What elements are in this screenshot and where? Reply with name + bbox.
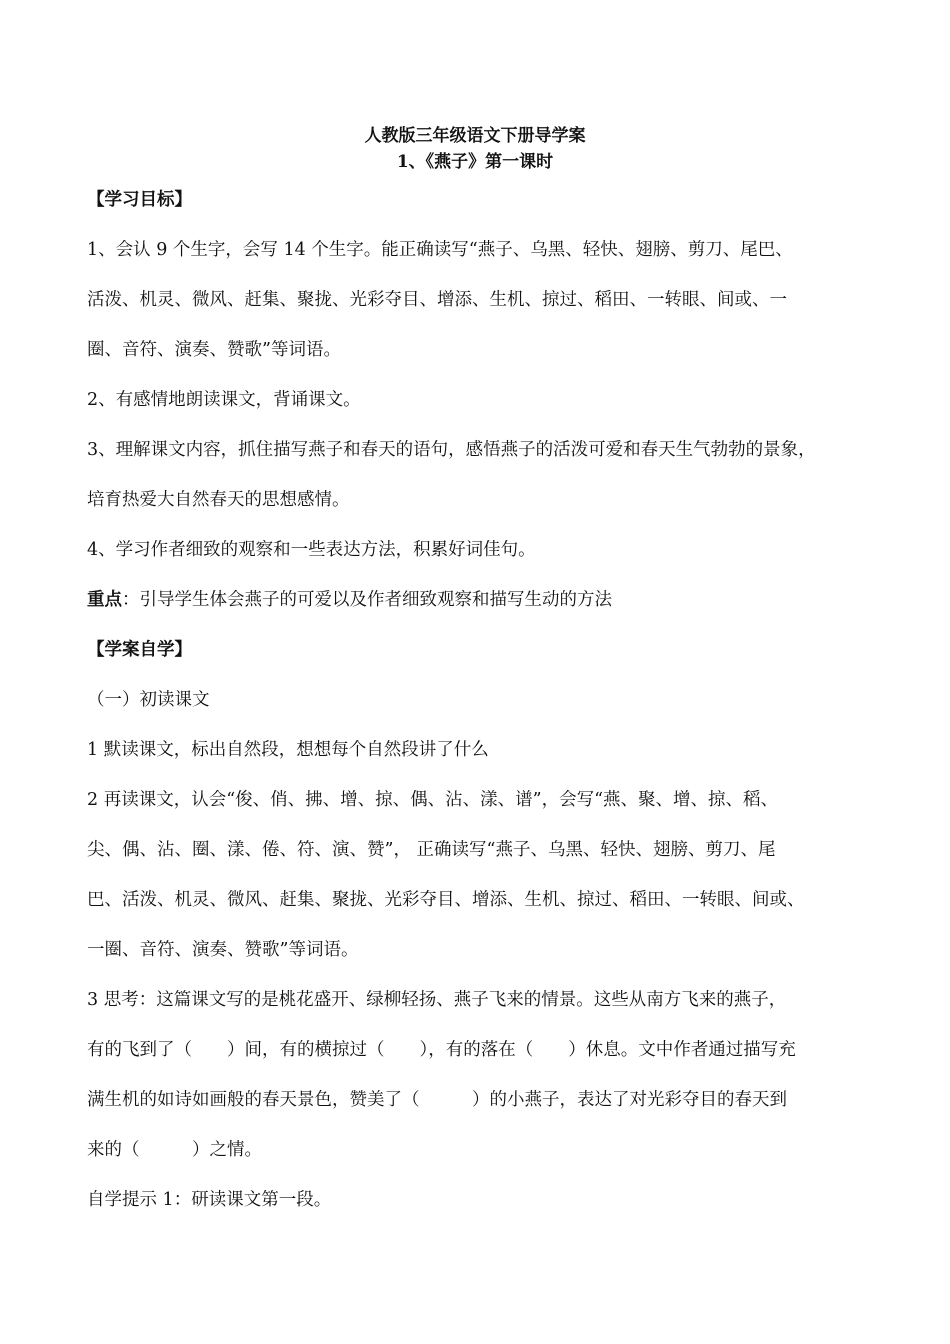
focus-label: 重点 (87, 590, 122, 610)
task-line: 一圈、音符、演奏、赞歌”等词语。 (87, 940, 359, 960)
objective-line: 2、有感情地朗读课文，背诵课文。 (87, 390, 361, 410)
task-line: 有的飞到了（ ）间，有的横掠过（ ），有的落在（ ）休息。文中作者通过描写充 (87, 1040, 796, 1060)
task-line: 3 思考：这篇课文写的是桃花盛开、绿柳轻扬、燕子飞来的情景。这些从南方飞来的燕子， (87, 990, 787, 1010)
objective-line: 圈、音符、演奏、赞歌”等词语。 (87, 340, 341, 360)
section-heading: （一）初读课文 (87, 690, 210, 710)
task-line: 1 默读课文，标出自然段，想想每个自然段讲了什么 (87, 740, 489, 760)
objective-line: 培育热爱大自然春天的思想感情。 (87, 490, 350, 510)
task-line: 2 再读课文，认会“俊、俏、拂、增、掠、偶、沾、漾、谱”，会写“燕、聚、增、掠、稻、 (87, 790, 779, 810)
objective-line: 3、理解课文内容，抓住描写燕子和春天的语句，感悟燕子的活泼可爱和春天生气勃勃的景象， (87, 440, 816, 460)
focus-text: ：引导学生体会燕子的可爱以及作者细致观察和描写生动的方法 (122, 590, 612, 610)
task-line: 满生机的如诗如画般的春天景色，赞美了（ ）的小燕子，表达了对光彩夺目的春天到 (87, 1090, 787, 1110)
task-line: 巴、活泼、机灵、微风、赶集、聚拢、光彩夺目、增添、生机、掠过、稻田、一转眼、间或、 (87, 890, 805, 910)
self-study-heading: 【学案自学】 (87, 640, 192, 660)
objective-line: 4、学习作者细致的观察和一些表达方法，积累好词佳句。 (87, 540, 536, 560)
objective-line: 1、会认 9 个生字，会写 14 个生字。能正确读写“燕子、乌黑、轻快、翅膀、剪刀、尾巴、 (87, 240, 793, 260)
document-title: 人教版三年级语文下册导学案 (364, 126, 586, 146)
objectives-heading: 【学习目标】 (87, 190, 192, 210)
objective-line: 活泼、机灵、微风、赶集、聚拢、光彩夺目、增添、生机、掠过、稻田、一转眼、间或、一 (87, 290, 787, 310)
task-line: 尖、偶、沾、圈、漾、倦、符、演、赞”， 正确读写“燕子、乌黑、轻快、翅膀、剪刀、尾 (87, 840, 776, 860)
task-line: 自学提示 1：研读课文第一段。 (87, 1190, 332, 1210)
task-line: 来的（ ）之情。 (87, 1140, 262, 1160)
focus-line (87, 588, 887, 612)
lesson-title: 1、《燕子》第一课时 (396, 152, 554, 172)
